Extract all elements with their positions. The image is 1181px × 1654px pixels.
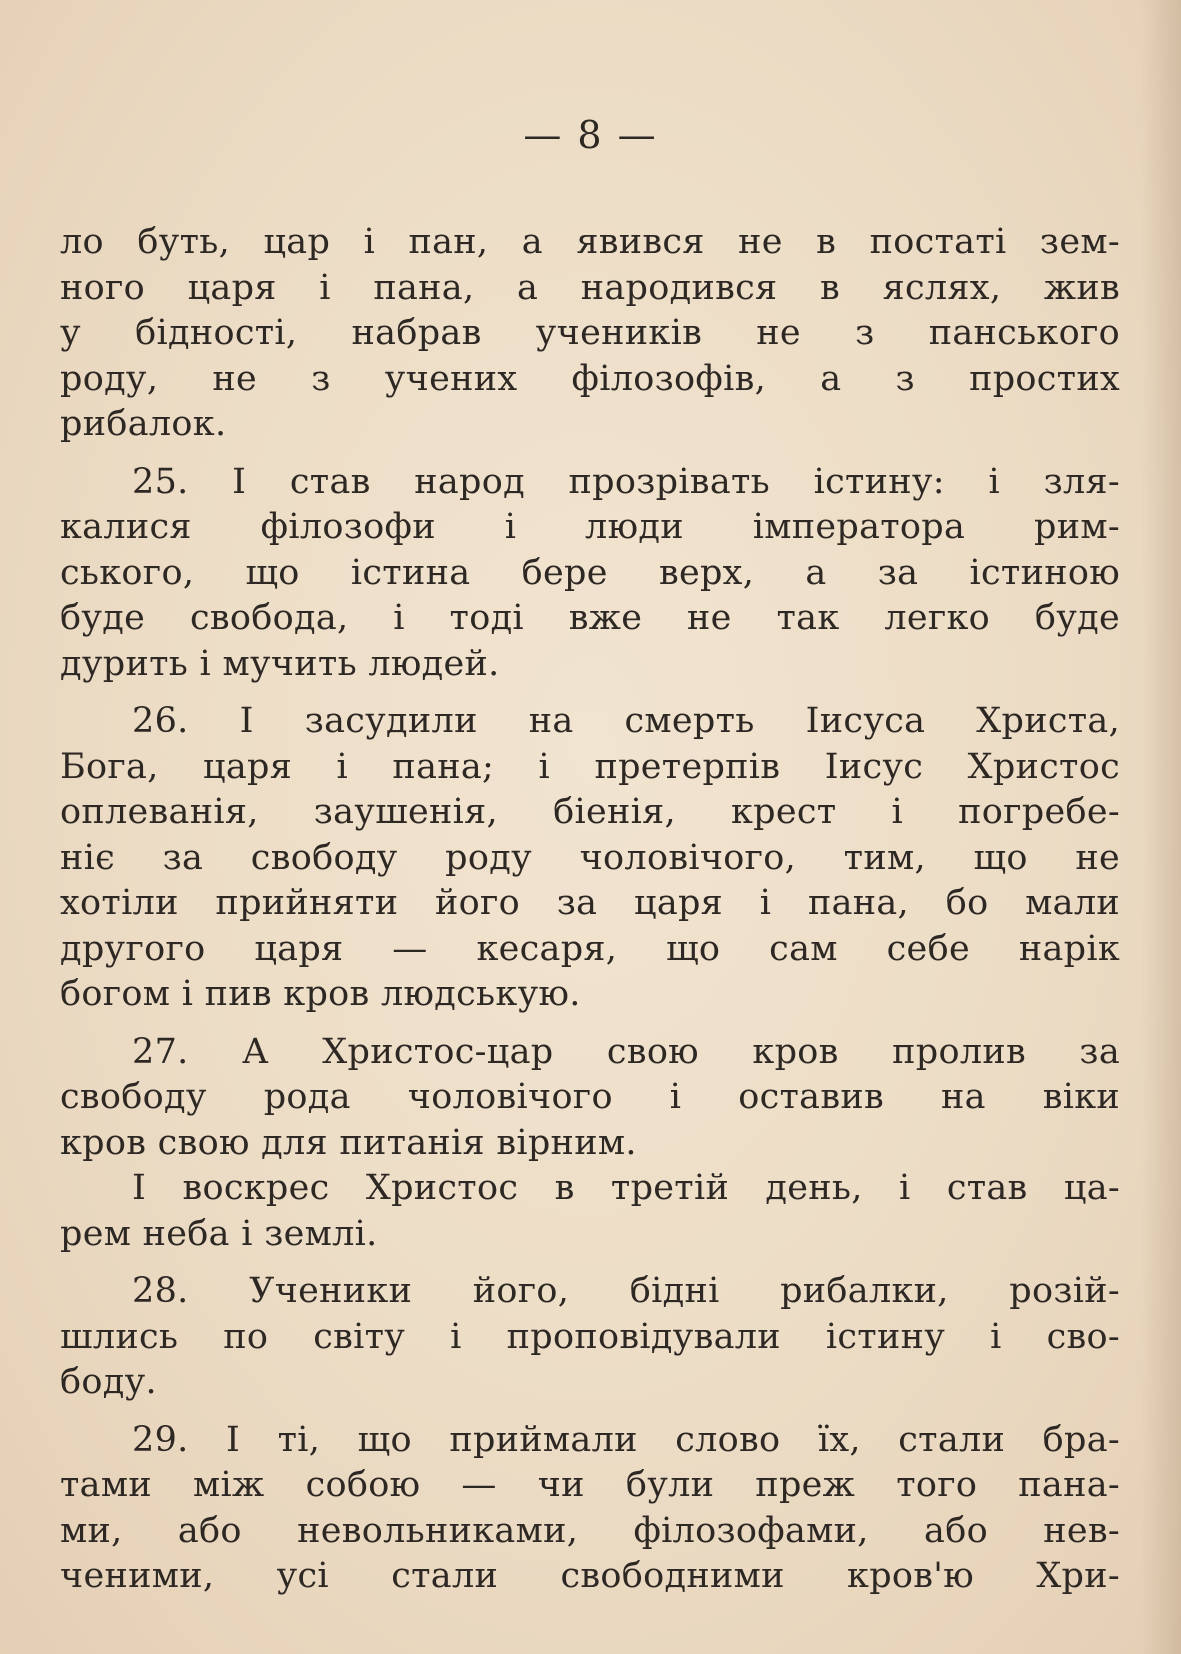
paragraph-27-continued	[60, 1166, 1120, 1257]
paragraph-25	[60, 460, 1120, 688]
text-line: буде свобода, і тоді вже не так легко буде	[60, 598, 1120, 638]
page-edge-shadow	[1141, 0, 1181, 1654]
paragraph-28	[60, 1269, 1120, 1406]
text-line: роду, не з учених філозофів, а з простих	[60, 358, 1120, 399]
text-line: тами між собою — чи були преж того пана-	[60, 1465, 1120, 1505]
text-line: ного царя і пана, а народився в яслях, жив	[60, 267, 1120, 308]
text-line: оплеванія, заушенія, біенія, крест і погребе-	[60, 792, 1120, 832]
page-number: — 8 —	[523, 113, 658, 157]
text-line: Бога, царя і пана; і претерпів Іисус Христос	[60, 746, 1120, 787]
text-line: 26. І засудили на смерть Іисуса Христа,	[132, 701, 1120, 741]
text-line: хотіли прийняти його за царя і пана, бо мали	[60, 883, 1120, 923]
text-line: калися філозофи і люди імператора рим-	[60, 507, 1120, 547]
text-line: другого царя — кесаря, що сам себе нарік	[60, 928, 1120, 969]
text-line: рем неба і землі.	[60, 1213, 378, 1254]
text-line: 27. А Христос-цар свою кров пролив за	[132, 1031, 1120, 1072]
text-line: ського, що істина бере верх, а за істиною	[60, 552, 1120, 593]
text-line: ніє за свободу роду чоловічого, тим, що не	[60, 837, 1120, 878]
text-line: 29. І ті, що приймали слово їх, стали бра-	[132, 1419, 1120, 1460]
paragraph-27	[60, 1030, 1120, 1167]
text-line: у бідності, набрав учеників не з панського	[60, 313, 1120, 353]
text-line: богом і пив кров людськую.	[60, 974, 581, 1014]
paragraph-29	[60, 1418, 1120, 1600]
text-line: рибалок.	[60, 404, 227, 444]
text-line: боду.	[60, 1362, 157, 1402]
text-line: 28. Ученики його, бідні рибалки, розій-	[132, 1271, 1120, 1311]
text-line: ченими, усі стали свободними кров'ю Хри-	[60, 1556, 1120, 1596]
text-line: шлись по світу і проповідували істину і сво-	[60, 1316, 1120, 1357]
text-line: ло буть, цар і пан, а явився не в постаті зем-	[60, 222, 1120, 262]
paragraph-continuation	[60, 220, 1120, 448]
text-line: 25. І став народ прозрівать істину: і зля-	[132, 461, 1120, 502]
text-line: свободу рода чоловічого і оставив на віки	[60, 1077, 1120, 1117]
text-line: ми, або невольниками, філозофами, або нев-	[60, 1510, 1120, 1551]
text-line: кров свою для питанія вірним.	[60, 1122, 637, 1163]
paragraph-26	[60, 699, 1120, 1018]
text-line: І воскрес Христос в третій день, і став ца-	[132, 1168, 1120, 1208]
text-line: дурить і мучить людей.	[60, 643, 500, 684]
body-text	[60, 220, 1120, 1600]
